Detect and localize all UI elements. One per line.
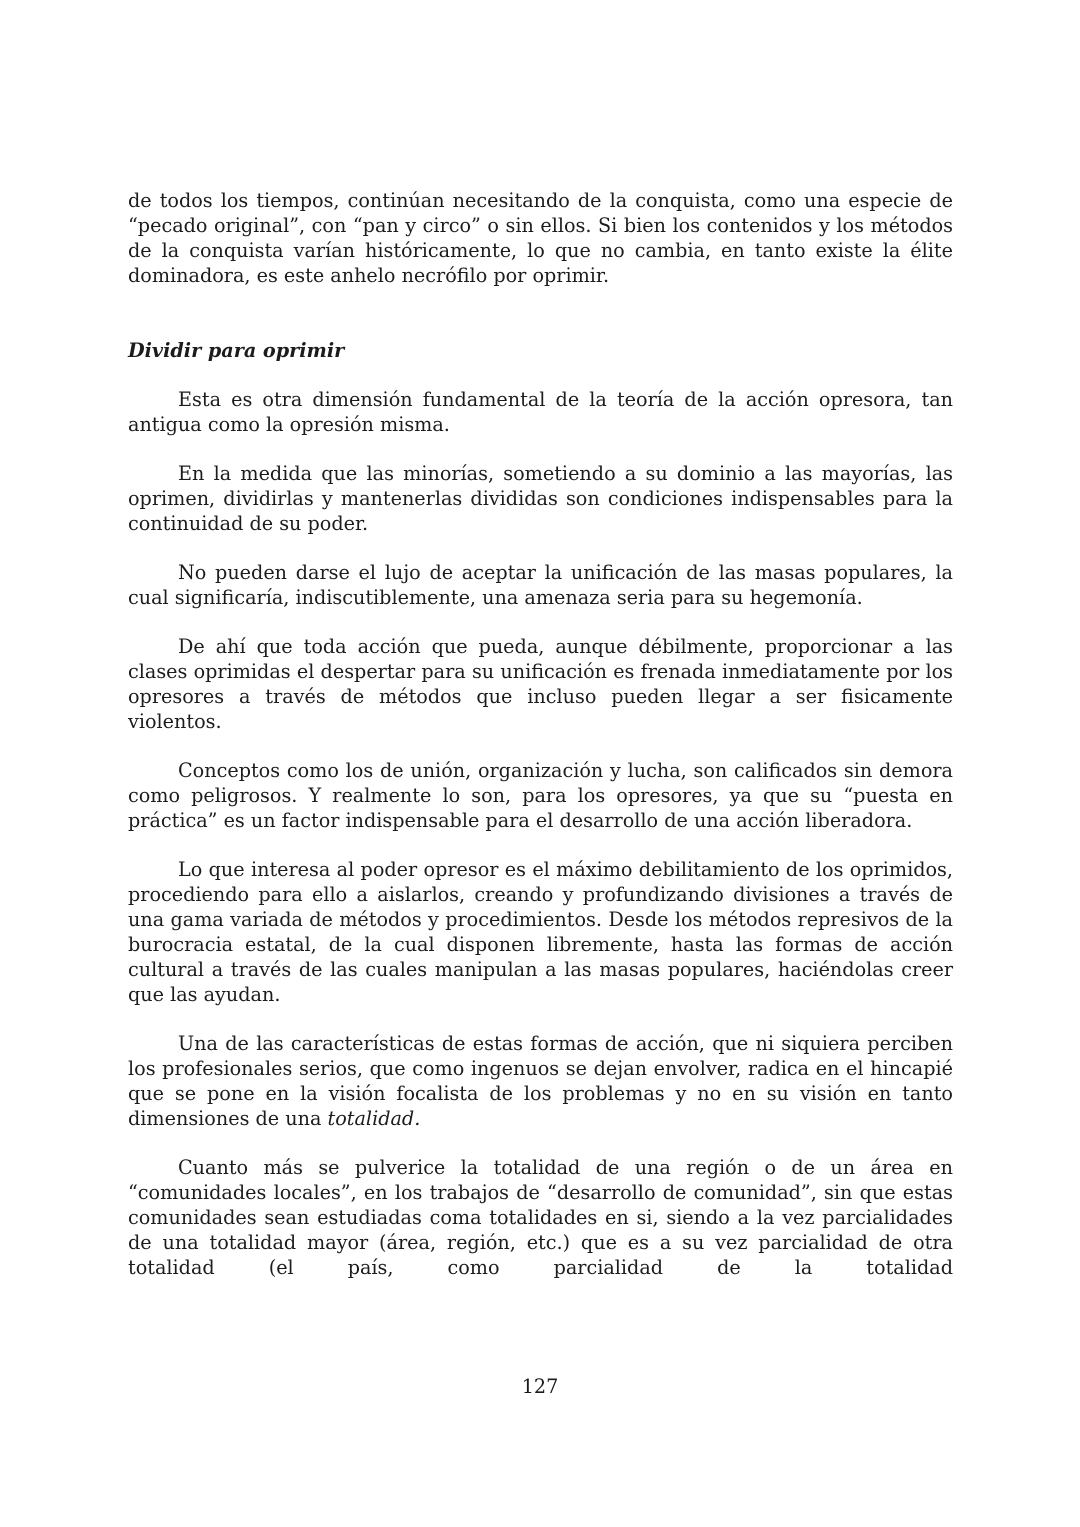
page-content	[128, 188, 953, 1280]
paragraph: Conceptos como los de unión, organización y lucha, son calificados sin demora como peligrosos. Y realmente lo son, para los opresores, ya que su “puesta en práctica” es un factor indispensable para el desarrollo de una acción liberadora.	[128, 759, 953, 832]
paragraph: En la medida que las minorías, sometiendo a su dominio a las mayorías, las oprimen, dividirlas y mantenerlas divididas son condiciones indispensables para la continuidad de su poder.	[128, 462, 953, 535]
paragraph: De ahí que toda acción que pueda, aunque débilmente, proporcionar a las clases oprimidas el despertar para su unificación es frenada inmediatamente por los opresores a través de métodos que incluso pueden llegar a ser fisicamente violentos.	[128, 635, 953, 733]
paragraph: Esta es otra dimensión fundamental de la teoría de la acción opresora, tan antigua como la opresión misma.	[128, 388, 953, 436]
paragraph-text: Una de las características de estas formas de acción, que ni siquiera perciben los profesionales serios, que como ingenuos se dejan envolver, radica en el hincapié que se pone en la visión focalista de los problemas y no en su visión en tanto dimensiones de una	[128, 1032, 953, 1130]
emphasized-word: totalidad.	[327, 1107, 421, 1130]
page-number: 127	[521, 1375, 559, 1398]
paragraph: No pueden darse el lujo de aceptar la unificación de las masas populares, la cual significaría, indiscutiblemente, una amenaza seria para su hegemonía.	[128, 561, 953, 609]
paragraph: Cuanto más se pulverice la totalidad de una región o de un área en “comunidades locales”, en los trabajos de “desarrollo de comunidad”, sin que estas comunidades sean estudiadas coma totalidades en si, siendo a la vez parcialidades de una totalidad mayor (área, región, etc.) que es a su vez parcialidad de otra totalidad (el país, como parcialidad de la totalidad	[128, 1156, 953, 1279]
paragraph-continuation: de todos los tiempos, continúan necesitando de la conquista, como una especie de “pecado original”, con “pan y circo” o sin ellos. Si bien los contenidos y los métodos de la conquista varían históricamente, lo que no cambia, en tanto existe la élite dominadora, es este anhelo necrófilo por oprimir.	[128, 189, 953, 287]
paragraph: Lo que interesa al poder opresor es el máximo debilitamiento de los oprimidos, procediendo para ello a aislarlos, creando y profundizando divisiones a través de una gama variada de métodos y procedimientos. Desde los métodos represivos de la burocracia estatal, de la cual disponen libremente, hasta las formas de acción cultural a través de las cuales manipulan a las masas populares, haciéndolas creer que las ayudan.	[128, 858, 953, 1006]
section-heading: Dividir para oprimir	[128, 339, 345, 362]
paragraph	[128, 1031, 953, 1131]
